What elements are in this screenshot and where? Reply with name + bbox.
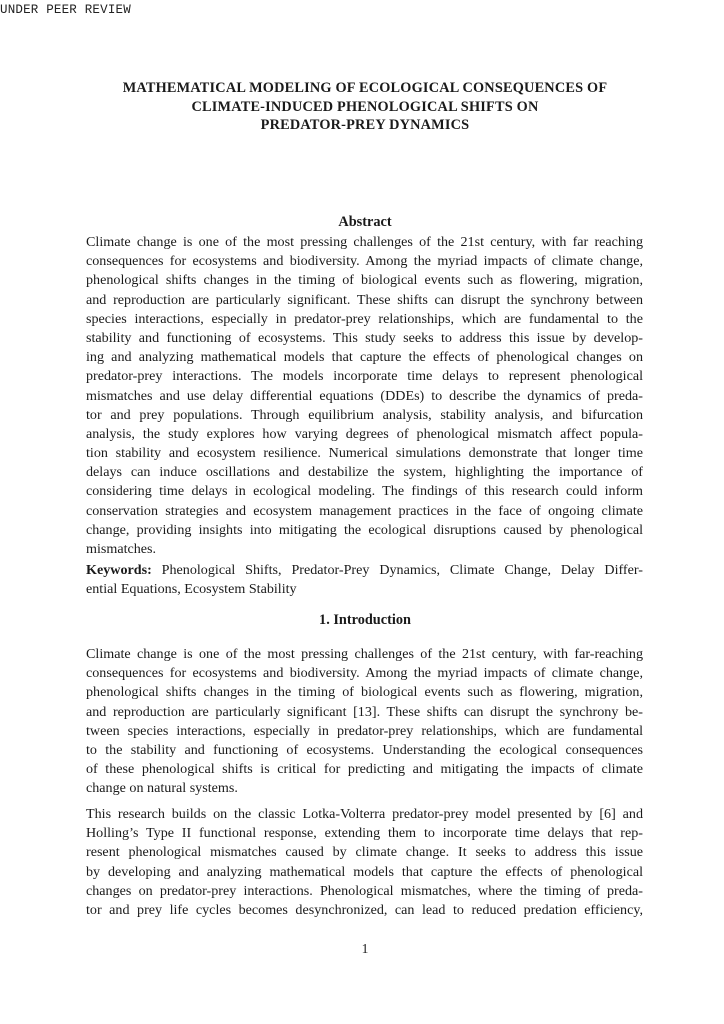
text-line: and reproduction are particularly significant [13]. These shifts can disrupt the synchrony be-: [86, 703, 643, 720]
text-line: phenological shifts changes in the timing of biological events such as flowering, migration,: [86, 684, 643, 701]
text-line: This research builds on the classic Lotka-Volterra predator-prey model presented by [6] and: [86, 806, 643, 822]
text-line: by developing and analyzing mathematical models that capture the effects of phenological: [86, 863, 643, 880]
under-review-stamp: UNDER PEER REVIEW: [0, 3, 131, 17]
section-heading-introduction: 1. Introduction: [319, 612, 411, 628]
text-line: Climate change is one of the most pressing challenges of the 21st century, with far reaching: [86, 234, 643, 250]
paper-title: [80, 79, 650, 135]
text-line: predator-prey interactions. The models incorporate time delays to represent phenological: [86, 368, 643, 385]
text-line: consequences for ecosystems and biodiversity. Among the myriad impacts of climate change,: [86, 253, 643, 270]
text-line: Holling’s Type II functional response, extending them to incorporate time delays that rep-: [86, 825, 643, 842]
page-number: 1: [361, 941, 369, 956]
keywords-text-continued: ential Equations, Ecosystem Stability: [86, 581, 297, 598]
text-line: Climate change is one of the most pressing challenges of the 21st century, with far-reaching: [86, 646, 643, 662]
title-line: CLIMATE-INDUCED PHENOLOGICAL SHIFTS ON: [191, 98, 539, 115]
text-line: tor and prey life cycles becomes desynchronized, can lead to reduced predation efficiency,: [86, 901, 643, 918]
text-line: change, providing insights into mitigating the ecological disruptions caused by phenological: [86, 521, 643, 538]
keywords-text: Phenological Shifts, Predator-Prey Dynamics, Climate Change, Delay Differ-: [151, 562, 643, 578]
text-line: tor and prey populations. Through equilibrium analysis, stability analysis, and bifurcation: [86, 406, 643, 423]
title-line: PREDATOR-PREY DYNAMICS: [260, 117, 470, 133]
text-line: resent phenological mismatches caused by climate change. It seeks to address this issue: [86, 844, 643, 861]
title-line: MATHEMATICAL MODELING OF ECOLOGICAL CONSEQUENCES OF: [122, 80, 608, 96]
text-line: mismatches and use delay differential equations (DDEs) to describe the dynamics of preda-: [86, 387, 643, 404]
text-line: mismatches.: [86, 541, 157, 557]
text-line: considering time delays in ecological modeling. The findings of this research could inform: [86, 483, 643, 500]
text-line: conservation strategies and ecosystem management practices in the face of ongoing climate: [86, 502, 643, 519]
text-line: to the stability and functioning of ecosystems. Understanding the ecological consequences: [86, 741, 643, 758]
keywords: [86, 561, 643, 599]
text-line: changes on predator-prey interactions. Phenological mismatches, where the timing of preda-: [86, 882, 643, 899]
text-line: phenological shifts changes in the timing of biological events such as flowering, migration,: [86, 272, 643, 289]
text-line: tween species interactions, especially in predator-prey relationships, which are fundamental: [86, 722, 643, 739]
text-line: and reproduction are particularly significant. These shifts can disrupt the synchrony between: [86, 291, 643, 308]
text-line: analysis, the study explores how varying degrees of phenological mismatch affect popula-: [86, 425, 643, 442]
keywords-label: Keywords:: [86, 562, 152, 578]
text-line: change on natural systems.: [86, 780, 238, 797]
introduction-paragraph-1: [86, 645, 643, 799]
text-line: delays can induce oscillations and destabilize the system, highlighting the importance of: [86, 464, 643, 481]
introduction-paragraph-2: [86, 805, 643, 920]
text-line: ing and analyzing mathematical models that capture the effects of phenological changes on: [86, 349, 643, 366]
abstract-body: [86, 233, 643, 559]
text-line: consequences for ecosystems and biodiversity. Among the myriad impacts of climate change,: [86, 665, 643, 682]
text-line: tion stability and ecosystem resilience. Numerical simulations demonstrate that longer time: [86, 445, 643, 462]
text-line: species interactions, especially in predator-prey relationships, which are fundamental to the: [86, 310, 643, 327]
text-line: stability and functioning of ecosystems. This study seeks to address this issue by develop-: [86, 329, 643, 346]
text-line: of these phenological shifts is critical for predicting and mitigating the impacts of climate: [86, 761, 643, 778]
abstract-heading: Abstract: [338, 214, 392, 230]
